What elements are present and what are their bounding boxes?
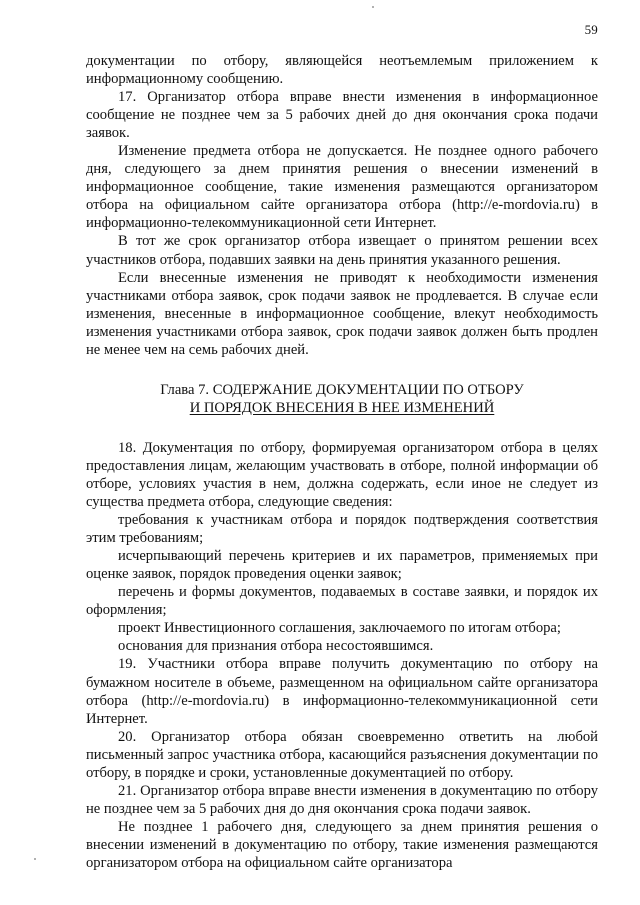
paragraph: Изменение предмета отбора не допускается. Не позднее одного рабочего дня, следующего за днем принятия решения о внесении изменений в информационное сообщение, такие изменения размещаются организатором отбора на официальном сайте организатора отбора (http://e-mordovia.ru) в информационно-телекоммуникационной сети Интернет. bbox=[86, 143, 598, 232]
paragraph: 18. Документация по отбору, формируемая организатором отбора в целях предоставления лицам, желающим участвовать в отборе, полной информации об отборе, условиях участия в нем, должна содержать, если иное не следует из существа предмета отбора, следующие сведения: bbox=[86, 439, 598, 511]
page-number: 59 bbox=[584, 22, 598, 37]
top-section bbox=[86, 52, 598, 359]
paragraph: исчерпывающий перечень критериев и их параметров, применяемых при оценке заявок, порядок проведения оценки заявок; bbox=[86, 548, 598, 583]
paragraph: документации по отбору, являющейся неотъемлемым приложением к информационному сообщению. bbox=[86, 53, 598, 88]
paragraph: 17. Организатор отбора вправе внести изменения в информационное сообщение не позднее чем за 5 рабочих дней до дня окончания срока подачи заявок. bbox=[86, 89, 598, 142]
paragraph: перечень и формы документов, подаваемых в составе заявки, и порядок их оформления; bbox=[86, 584, 598, 619]
paragraph: 20. Организатор отбора обязан своевременно ответить на любой письменный запрос участника отбора, касающийся разъяснения документации по отбору, в порядке и сроки, установленные документацией по отбору. bbox=[86, 728, 598, 781]
paragraph: В тот же срок организатор отбора извещает о принятом решении всех участников отбора, подавших заявки на день принятия указанного решения. bbox=[86, 233, 598, 268]
scan-speck bbox=[34, 858, 36, 860]
paragraph: 19. Участники отбора вправе получить документацию по отбору на бумажном носителе в объеме, размещенном на официальном сайте организатора отбора (http://e-mordovia.ru) в информационно-телекоммуникационной сети Интернет. bbox=[86, 656, 598, 727]
paragraph: основания для признания отбора несостоявшимся. bbox=[118, 638, 434, 655]
paragraph: Не позднее 1 рабочего дня, следующего за днем принятия решения о внесении изменений в документацию по отбору, такие изменения размещаются организатором отбора на официальном сайте организатора bbox=[86, 818, 598, 871]
document-body bbox=[86, 52, 598, 872]
bottom-section bbox=[86, 439, 598, 872]
paragraph: проект Инвестиционного соглашения, заключаемого по итогам отбора; bbox=[118, 620, 561, 637]
chapter-heading bbox=[86, 381, 598, 417]
scan-speck bbox=[372, 6, 374, 8]
paragraph: Если внесенные изменения не приводят к необходимости изменения участниками отбора заявок, срок подачи заявок не продлевается. В случае если изменения, внесенные в информационное сообщение, влекут необходимость изменения участниками отбора заявок, срок подачи заявок должен быть продлен не менее чем на семь рабочих дней. bbox=[86, 269, 598, 358]
paragraph: требования к участникам отбора и порядок подтверждения соответствия этим требованиям; bbox=[86, 512, 598, 547]
chapter-heading-line-2: И ПОРЯДОК ВНЕСЕНИЯ В НЕЕ ИЗМЕНЕНИЙ bbox=[189, 399, 495, 416]
chapter-heading-line-1: Глава 7. СОДЕРЖАНИЕ ДОКУМЕНТАЦИИ ПО ОТБОРУ bbox=[160, 381, 524, 398]
paragraph: 21. Организатор отбора вправе внести изменения в документацию по отбору не позднее чем за 5 рабочих дня до дня окончания срока подачи заявок. bbox=[86, 782, 598, 817]
